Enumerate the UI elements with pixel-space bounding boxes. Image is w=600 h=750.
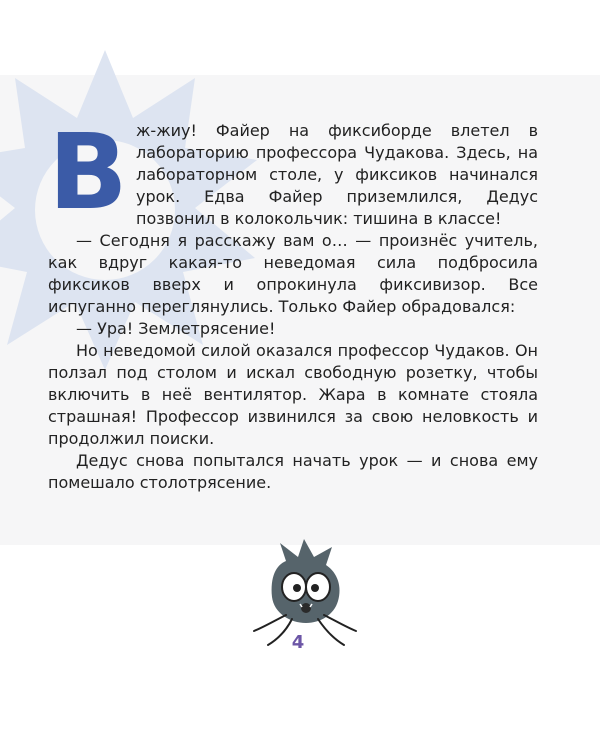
page-number: 4 xyxy=(291,632,305,653)
paragraph-2: — Сегодня я расскажу вам о… — произнёс учитель, как вдруг какая-то неведомая сила подбросила фиксиков вверх и опрокинула фиксивизор. Все испуганно переглянулись. Только Файер обрадовался: xyxy=(48,231,538,316)
drop-cap xyxy=(48,122,128,222)
drop-cap-letter: В xyxy=(48,122,128,222)
paragraph-3: — Ура! Землетрясение! xyxy=(76,319,276,338)
paragraph-4: Но неведомой силой оказался профессор Чудаков. Он ползал под столом и искал свободную розетку, чтобы включить в неё вентилятор. Жара в комнате стояла страшная! Профессор извинился за свою неловкость и продолжил поиски. xyxy=(48,341,538,448)
paragraph-opening: ж-жиу! Файер на фиксиборде влетел в лабораторию профессора Чудакова. Здесь, на лабораторном столе, у фиксиков начинался урок. Едва Файер приземлился, Дедус позвонил в колокольчик: тишина в классе! xyxy=(136,121,538,228)
story-text xyxy=(48,120,538,494)
paragraph-5: Дедус снова попытался начать урок — и снова ему помешало столотрясение. xyxy=(48,451,538,492)
